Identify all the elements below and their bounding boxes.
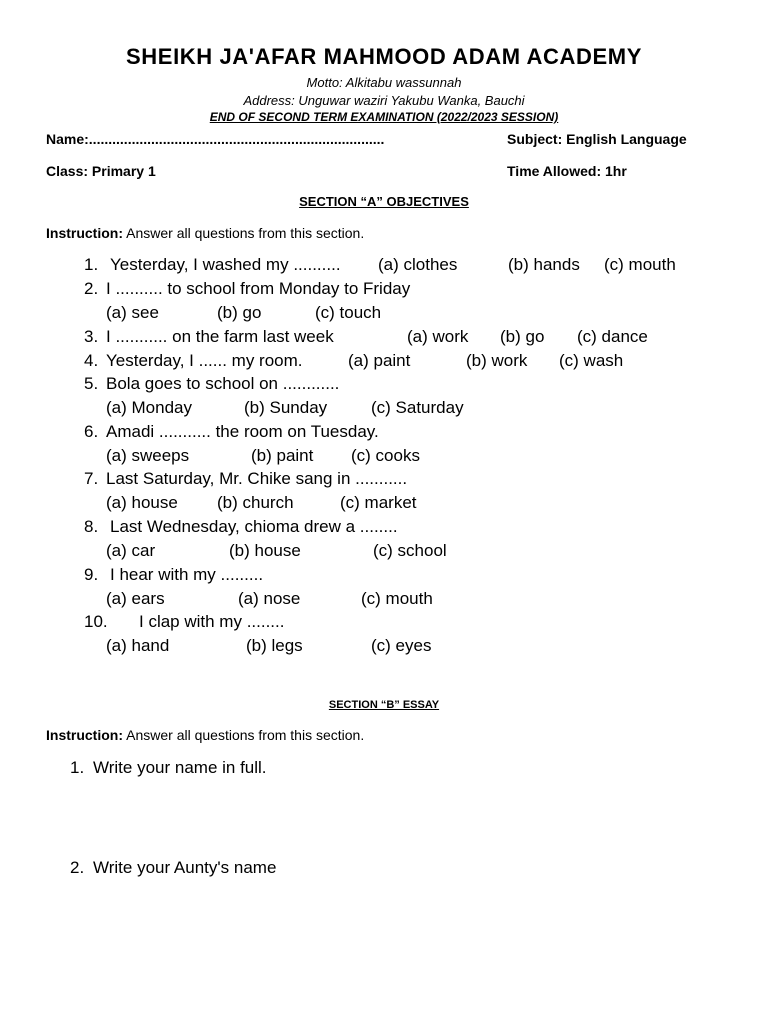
question-1-option-c: (c) mouth: [604, 255, 676, 274]
instruction-label: Instruction:: [46, 727, 123, 743]
question-2-text: I .......... to school from Monday to Friday: [106, 279, 411, 298]
question-2-number: 2.: [84, 279, 99, 298]
question-5-option-a: (a) Monday: [106, 398, 192, 417]
section-a-title: SECTION “A” OBJECTIVES: [299, 194, 469, 209]
question-5-number: 5.: [84, 374, 99, 393]
question-10-text: I clap with my ........: [139, 612, 285, 631]
essay-1-text: Write your name in full.: [93, 758, 267, 777]
question-2-option-a: (a) see: [106, 303, 159, 322]
question-8-text: Last Wednesday, chioma drew a ........: [110, 517, 398, 536]
instruction-text: Answer all questions from this section.: [123, 727, 365, 743]
question-6-number: 6.: [84, 422, 99, 441]
question-5-option-c: (c) Saturday: [371, 398, 464, 417]
class: Class: Primary 1: [46, 163, 156, 179]
address: Address: Unguwar waziri Yakubu Wanka, Bauchi: [243, 93, 525, 108]
question-8-option-c: (c) school: [373, 541, 447, 560]
question-3-option-a: (a) work: [407, 327, 469, 346]
question-9-option-c: (c) mouth: [361, 589, 433, 608]
time-allowed: Time Allowed: 1hr: [507, 163, 627, 179]
question-5-option-b: (b) Sunday: [244, 398, 328, 417]
essay-2-number: 2.: [70, 858, 85, 877]
question-9-option-a: (a) ears: [106, 589, 165, 608]
subject: Subject: English Language: [507, 131, 687, 147]
question-7-option-c: (c) market: [340, 493, 417, 512]
question-6-option-c: (c) cooks: [351, 446, 420, 465]
question-9-text: I hear with my .........: [110, 565, 264, 584]
question-3-option-c: (c) dance: [577, 327, 648, 346]
school-name: SHEIKH JA'AFAR MAHMOOD ADAM ACADEMY: [126, 44, 642, 69]
question-2-option-b: (b) go: [217, 303, 262, 322]
question-10-option-b: (b) legs: [246, 636, 303, 655]
question-2-option-c: (c) touch: [315, 303, 382, 322]
question-8-option-b: (b) house: [229, 541, 301, 560]
question-4-option-a: (a) paint: [348, 351, 411, 370]
instruction-label: Instruction:: [46, 225, 123, 241]
name-line: Name:............................................................................: [46, 131, 385, 147]
question-6-option-a: (a) sweeps: [106, 446, 190, 465]
question-3-option-b: (b) go: [500, 327, 545, 346]
question-1-option-b: (b) hands: [508, 255, 580, 274]
question-10-number: 10.: [84, 612, 108, 631]
question-4-text: Yesterday, I ...... my room.: [106, 351, 303, 370]
section-b-title: SECTION “B” ESSAY: [328, 699, 440, 711]
question-4-number: 4.: [84, 351, 99, 370]
question-8-number: 8.: [84, 517, 99, 536]
question-4-option-b: (b) work: [466, 351, 528, 370]
question-10-option-a: (a) hand: [106, 636, 170, 655]
question-1-text: Yesterday, I washed my ..........: [110, 255, 341, 274]
question-3-number: 3.: [84, 327, 99, 346]
question-9-option-b: (a) nose: [238, 589, 301, 608]
section-b-instruction: [46, 727, 364, 743]
question-6-text: Amadi ........... the room on Tuesday.: [106, 422, 379, 441]
question-7-number: 7.: [84, 469, 99, 488]
question-7-text: Last Saturday, Mr. Chike sang in ...........: [106, 469, 408, 488]
essay-1-number: 1.: [70, 758, 85, 777]
question-7-option-a: (a) house: [106, 493, 178, 512]
question-9-number: 9.: [84, 565, 99, 584]
instruction-text: Answer all questions from this section.: [123, 225, 365, 241]
question-7-option-b: (b) church: [217, 493, 294, 512]
exam-title: END OF SECOND TERM EXAMINATION (2022/2023 SESSION): [209, 110, 559, 124]
question-3-text: I ........... on the farm last week: [106, 327, 334, 346]
question-8-option-a: (a) car: [106, 541, 156, 560]
essay-2-text: Write your Aunty's name: [93, 858, 277, 877]
question-1-option-a: (a) clothes: [378, 255, 458, 274]
question-5-text: Bola goes to school on ............: [106, 374, 340, 393]
question-4-option-c: (c) wash: [559, 351, 624, 370]
question-1-number: 1.: [84, 255, 99, 274]
section-a-instruction: [46, 225, 364, 241]
question-6-option-b: (b) paint: [251, 446, 314, 465]
question-10-option-c: (c) eyes: [371, 636, 432, 655]
motto: Motto: Alkitabu wassunnah: [306, 75, 462, 90]
